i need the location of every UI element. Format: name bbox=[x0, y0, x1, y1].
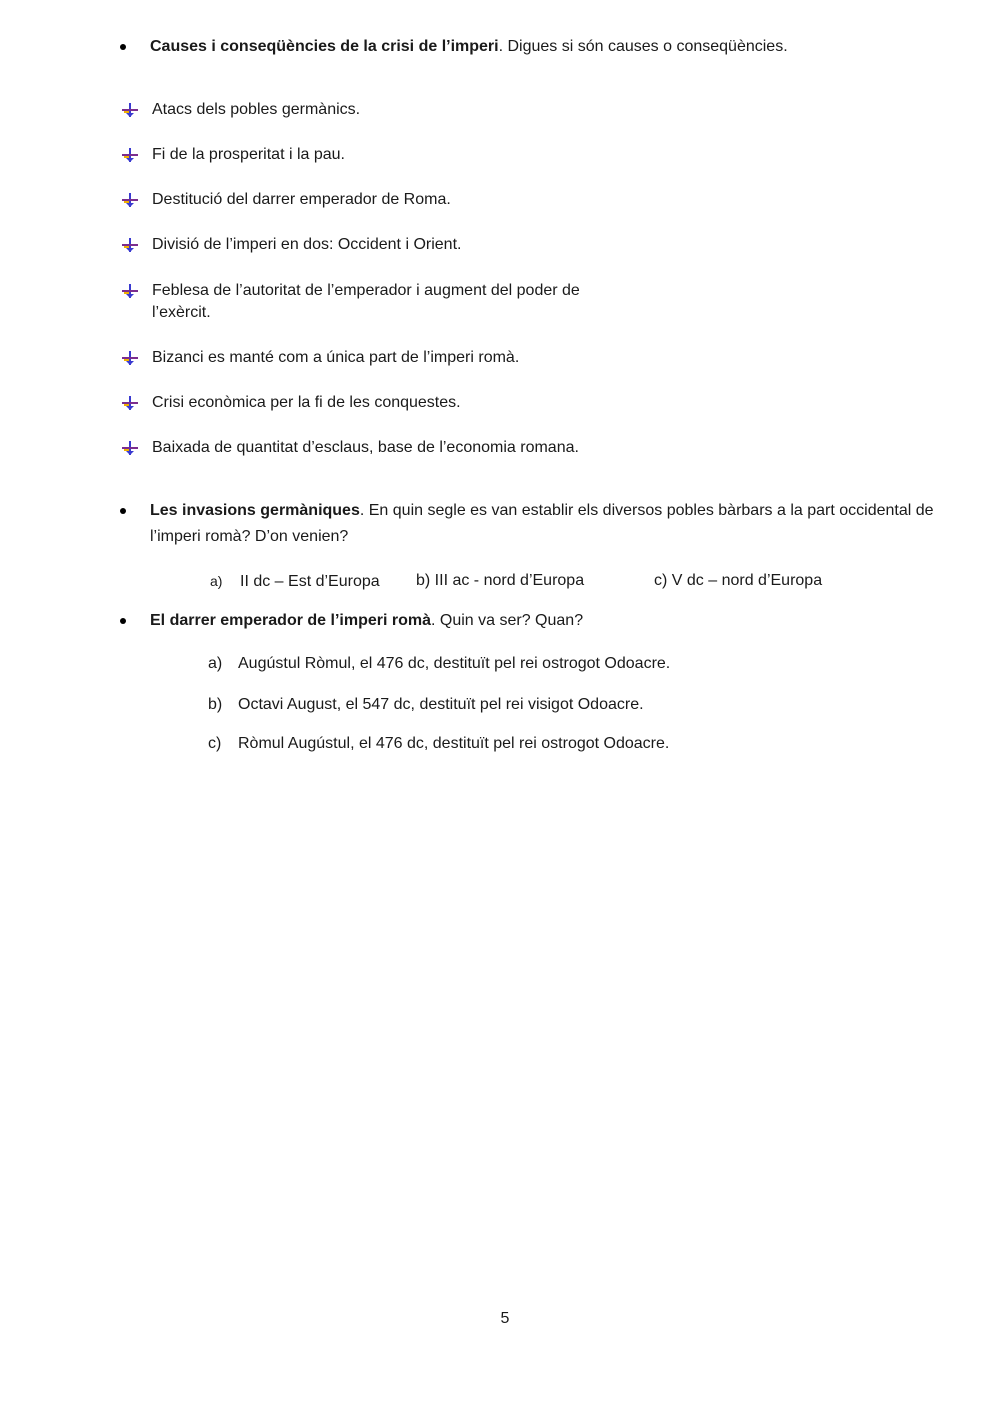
statement-text: Feblesa de l’autoritat de l’emperador i augment del poder de l’exèrcit. bbox=[152, 282, 580, 321]
arrow-down-icon bbox=[122, 351, 138, 365]
arrow-down-icon bbox=[122, 193, 138, 207]
page-number: 5 bbox=[500, 1310, 510, 1327]
option-text: c) V dc – nord d’Europa bbox=[654, 572, 823, 589]
question-text bbox=[150, 608, 960, 634]
option-text: II dc – Est d’Europa bbox=[240, 573, 380, 590]
question-text bbox=[150, 34, 960, 60]
option-text: b) III ac - nord d’Europa bbox=[416, 572, 585, 589]
option-text: Augústul Ròmul, el 476 dc, destituït pel rei ostrogot Odoacre. bbox=[238, 655, 671, 672]
statement-text: Crisi econòmica per la fi de les conquestes. bbox=[152, 394, 461, 411]
question-title: Les invasions germàniques bbox=[150, 502, 360, 519]
bullet-icon bbox=[120, 618, 126, 624]
statement-item[interactable] bbox=[122, 144, 642, 166]
statement-item[interactable] bbox=[122, 234, 642, 256]
statement-item[interactable] bbox=[122, 280, 622, 324]
arrow-down-icon bbox=[122, 103, 138, 117]
arrow-down-icon bbox=[122, 238, 138, 252]
answer-option-c[interactable] bbox=[208, 733, 669, 755]
arrow-down-icon bbox=[122, 396, 138, 410]
statement-item[interactable] bbox=[122, 437, 642, 459]
arrow-down-icon bbox=[122, 284, 138, 298]
question-germanic-invasions bbox=[120, 498, 960, 550]
bullet-icon bbox=[120, 508, 126, 514]
statement-text: Bizanci es manté com a única part de l’imperi romà. bbox=[152, 349, 520, 366]
question-last-emperor bbox=[120, 608, 960, 634]
option-letter: c) bbox=[208, 735, 222, 752]
statement-text: Fi de la prosperitat i la pau. bbox=[152, 146, 345, 163]
arrow-down-icon bbox=[122, 148, 138, 162]
arrow-down-icon bbox=[122, 441, 138, 455]
answer-option-b[interactable] bbox=[416, 570, 584, 592]
option-letter: b) bbox=[208, 696, 223, 713]
statement-text: Baixada de quantitat d’esclaus, base de l’economia romana. bbox=[152, 439, 579, 456]
option-letter: a) bbox=[210, 573, 223, 589]
statement-item[interactable] bbox=[122, 347, 642, 369]
question-prompt: . Quin va ser? Quan? bbox=[431, 612, 584, 629]
option-text: Ròmul Augústul, el 476 dc, destituït pel rei ostrogot Odoacre. bbox=[238, 735, 670, 752]
question-text bbox=[150, 498, 960, 550]
statement-text: Destitució del darrer emperador de Roma. bbox=[152, 191, 451, 208]
question-causes-consequences bbox=[120, 34, 960, 60]
statement-item[interactable] bbox=[122, 392, 642, 414]
option-text: Octavi August, el 547 dc, destituït pel rei visigot Odoacre. bbox=[238, 696, 644, 713]
question-prompt: . Digues si són causes o conseqüències. bbox=[498, 38, 788, 55]
question-title: El darrer emperador de l’imperi romà bbox=[150, 612, 431, 629]
answer-option-a[interactable] bbox=[208, 653, 670, 675]
answer-option-a[interactable] bbox=[210, 570, 380, 593]
statement-text: Divisió de l’imperi en dos: Occident i Orient. bbox=[152, 236, 462, 253]
statement-item[interactable] bbox=[122, 99, 642, 121]
question-prompt: . En quin segle es van establir els diversos pobles bàrbars a la part occidental de l’imperi romà? D’on venien? bbox=[150, 502, 934, 545]
question-title: Causes i conseqüències de la crisi de l’imperi bbox=[150, 38, 499, 55]
statement-text: Atacs dels pobles germànics. bbox=[152, 101, 361, 118]
statement-item[interactable] bbox=[122, 189, 642, 211]
option-letter: a) bbox=[208, 655, 223, 672]
answer-option-c[interactable] bbox=[654, 570, 822, 592]
answer-option-b[interactable] bbox=[208, 694, 644, 716]
bullet-icon bbox=[120, 44, 126, 50]
